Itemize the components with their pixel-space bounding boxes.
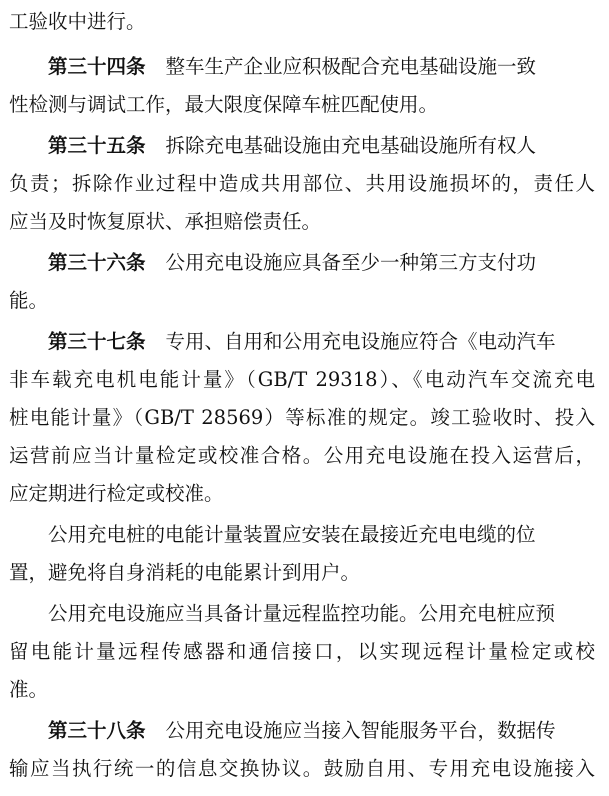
- leading-text-line: [0, 3, 609, 41]
- article-35-line-2: [0, 165, 609, 203]
- paragraph-text: 公用充电桩的电能计量装置应安装在最接近充电电缆的位: [48, 523, 536, 546]
- article-34-line-2: [0, 86, 609, 124]
- article-36-line-2: [0, 282, 609, 320]
- article-text: 整车生产企业应积极配合充电基础设施一致: [165, 55, 537, 78]
- text: 工验收中进行。: [9, 10, 146, 33]
- article-text: 性检测与调试工作，最大限度保障车桩匹配使用。: [9, 93, 439, 116]
- article-37-line-5: [0, 475, 609, 513]
- article-38-line-1: [0, 712, 609, 750]
- paragraph-1-line-1: [0, 516, 609, 554]
- article-37-line-3: [0, 399, 609, 437]
- article-text: 应定期进行检定或校准。: [9, 482, 224, 505]
- article-number: 第三十五条: [48, 134, 146, 157]
- paragraph-2-line-2: [0, 633, 609, 671]
- article-38-line-2: [0, 750, 609, 788]
- paragraph-1-line-2: [0, 554, 609, 592]
- article-text: 拆除充电基础设施由充电基础设施所有权人: [165, 134, 537, 157]
- article-37-line-1: [0, 323, 609, 361]
- article-text: 公用充电设施应具备至少一种第三方支付功: [165, 251, 537, 274]
- article-36-line-1: [0, 244, 609, 282]
- paragraph-text: 留电能计量远程传感器和通信接口，以实现远程计量检定或校: [9, 640, 595, 663]
- article-text: 输应当执行统一的信息交换协议。鼓励自用、专用充电设施接入: [9, 757, 595, 780]
- article-text: 专用、自用和公用充电设施应符合《电动汽车: [165, 330, 556, 353]
- article-text: 负责；拆除作业过程中造成共用部位、共用设施损坏的，责任人: [9, 172, 595, 195]
- paragraph-2-line-1: [0, 595, 609, 633]
- article-text: 桩电能计量》（GB/T 28569）等标准的规定。竣工验收时、投入: [9, 406, 595, 429]
- paragraph-text: 准。: [9, 678, 49, 701]
- paragraph-text: 公用充电设施应当具备计量远程监控功能。公用充电桩应预: [48, 602, 556, 625]
- article-number: 第三十六条: [48, 251, 146, 274]
- paragraph-2-line-3: [0, 671, 609, 709]
- article-number: 第三十七条: [48, 330, 146, 353]
- article-text: 能。: [9, 289, 49, 312]
- article-text: 应当及时恢复原状、承担赔偿责任。: [9, 210, 322, 233]
- article-text: 运营前应当计量检定或校准合格。公用充电设施在投入运营后，: [9, 444, 595, 467]
- article-text: 公用充电设施应当接入智能服务平台，数据传: [165, 719, 556, 742]
- article-text: 非车载充电机电能计量》（GB/T 29318）、《电动汽车交流充电: [9, 368, 595, 391]
- article-37-line-2: [0, 361, 609, 399]
- article-35-line-3: [0, 203, 609, 241]
- article-34-line-1: [0, 48, 609, 86]
- article-number: 第三十四条: [48, 55, 146, 78]
- article-number: 第三十八条: [48, 719, 146, 742]
- paragraph-text: 置，避免将自身消耗的电能累计到用户。: [9, 561, 361, 584]
- article-37-line-4: [0, 437, 609, 475]
- article-35-line-1: [0, 127, 609, 165]
